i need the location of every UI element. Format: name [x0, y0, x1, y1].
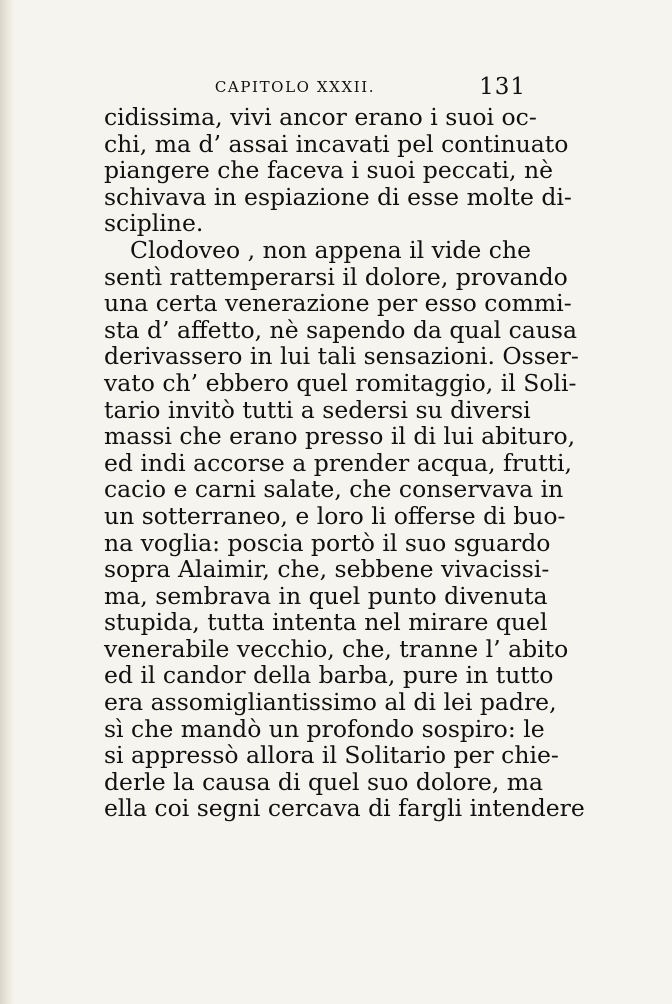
- text-line: derle la causa di quel suo dolore, ma: [104, 767, 544, 796]
- text-line: ella coi segni cercava di fargli intendere: [104, 794, 585, 823]
- text-line: stupida, tutta intenta nel mirare quel: [104, 608, 548, 637]
- text-line: derivassero in lui tali sensazioni. Osser-: [104, 342, 579, 371]
- text-line: piangere che faceva i suoi peccati, nè: [104, 156, 554, 185]
- text-line: venerabile vecchio, che, tranne l’ abito: [104, 634, 569, 663]
- text-line: sentì rattemperarsi il dolore, provando: [104, 262, 568, 291]
- text-line: na voglia: poscia portò il suo sguardo: [104, 528, 551, 557]
- text-line: massi che erano presso il di lui abituro,: [104, 422, 576, 451]
- text-line: era assomigliantissimo al di lei padre,: [104, 688, 557, 717]
- page-number: 131: [479, 74, 526, 100]
- text-line: ma, sembrava in quel punto divenuta: [104, 581, 548, 610]
- text-line: si appressò allora il Solitario per chie-: [104, 741, 559, 770]
- text-line: cacio e carni salate, che conservava in: [104, 475, 564, 504]
- text-line: sta d’ affetto, nè sapendo da qual causa: [104, 315, 577, 344]
- text-line: ed indi accorse a prender acqua, frutti,: [104, 448, 572, 477]
- text-line: Clodoveo , non appena il vide che: [130, 235, 532, 264]
- running-header: [104, 74, 526, 104]
- text-line: scipline.: [104, 209, 204, 238]
- book-page: [104, 74, 585, 823]
- text-line: vato ch’ ebbero quel romitaggio, il Soli-: [104, 368, 577, 397]
- text-line: tario invitò tutti a sedersi su diversi: [104, 395, 531, 424]
- text-line: sopra Alaimir, che, sebbene vivacissi-: [104, 555, 550, 584]
- body-text: [104, 103, 585, 823]
- text-line: sì che mandò un profondo sospiro: le: [104, 714, 545, 743]
- text-line: cidissima, vivi ancor erano i suoi oc-: [104, 103, 537, 131]
- text-line: ed il candor della barba, pure in tutto: [104, 661, 554, 690]
- page-gutter-edge: [0, 0, 14, 1004]
- text-line: chi, ma d’ assai incavati pel continuato: [104, 129, 569, 158]
- text-line: un sotterraneo, e loro li offerse di buo-: [104, 501, 566, 530]
- chapter-heading: CAPITOLO XXXII.: [214, 78, 376, 96]
- text-line: schivava in espiazione di esse molte di-: [104, 182, 572, 211]
- text-line: una certa venerazione per esso commi-: [104, 289, 572, 318]
